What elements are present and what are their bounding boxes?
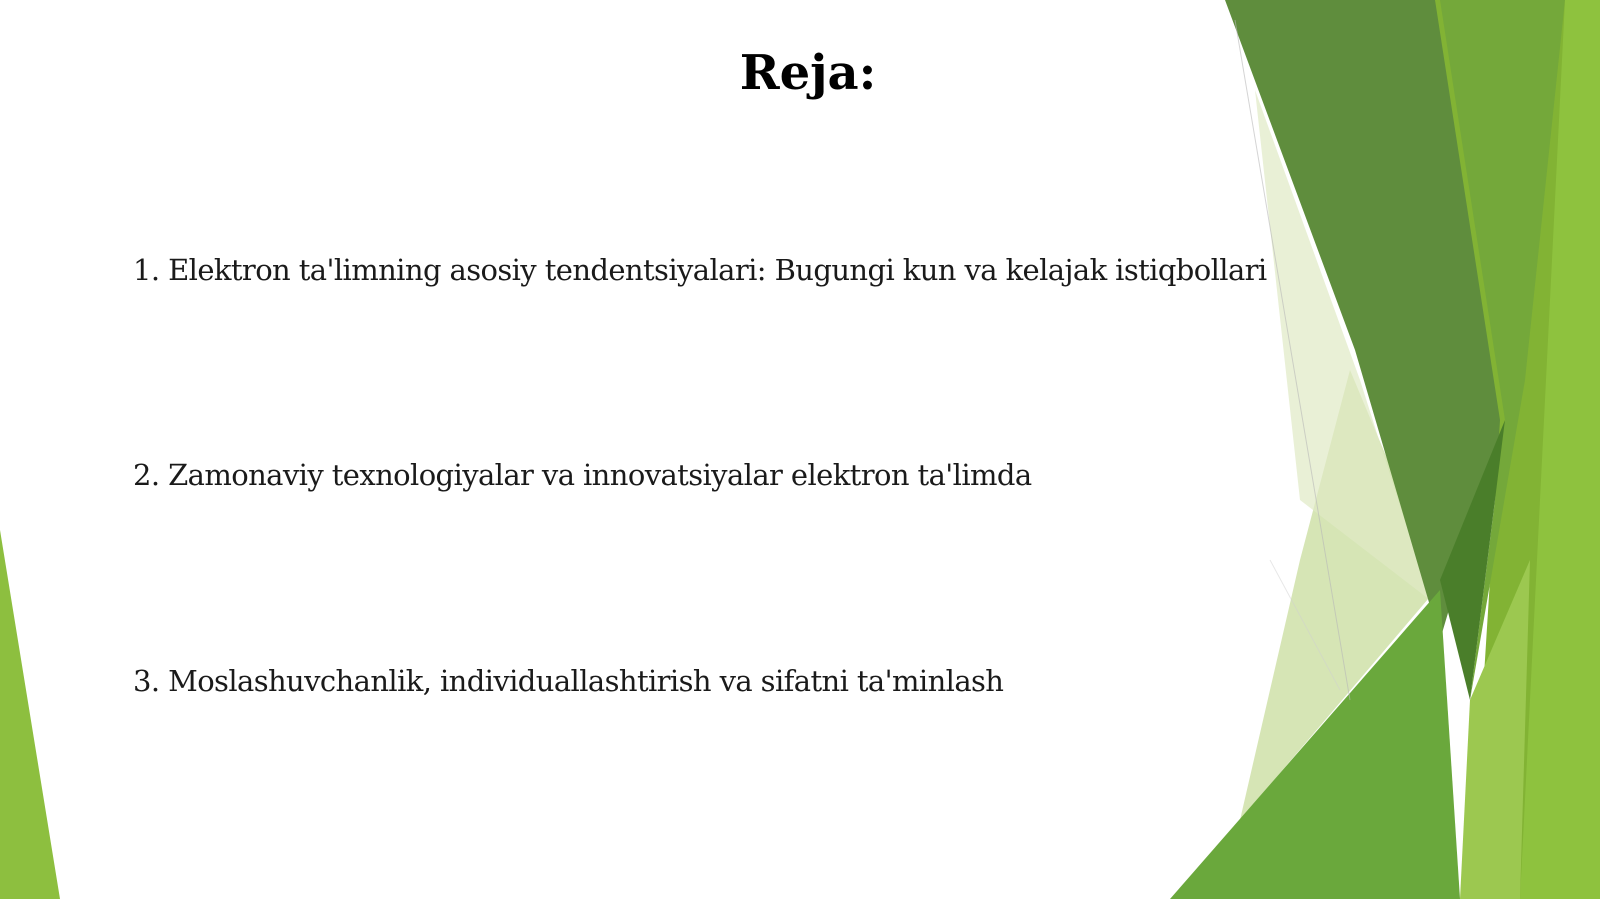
slide-title: Reja: xyxy=(739,45,877,101)
plan-item-1 xyxy=(133,250,1283,290)
left-green-sliver xyxy=(0,530,60,899)
plan-item-3 xyxy=(133,661,1283,701)
plan-item-text: Zamonaviy texnologiyalar va innovatsiyalar elektron ta'limda xyxy=(168,458,1032,492)
plan-item-text: Elektron ta'limning asosiy tendentsiyalari: Bugungi kun va kelajak istiqbollari xyxy=(168,253,1267,287)
plan-item-text: Moslashuvchanlik, individuallashtirish va sifatni ta'minlash xyxy=(168,664,1004,698)
plan-item-number: 3. xyxy=(133,664,169,698)
plan-item-number: 1. xyxy=(133,253,169,287)
plan-item-number: 2. xyxy=(133,458,169,492)
plan-item-2 xyxy=(133,455,1283,495)
